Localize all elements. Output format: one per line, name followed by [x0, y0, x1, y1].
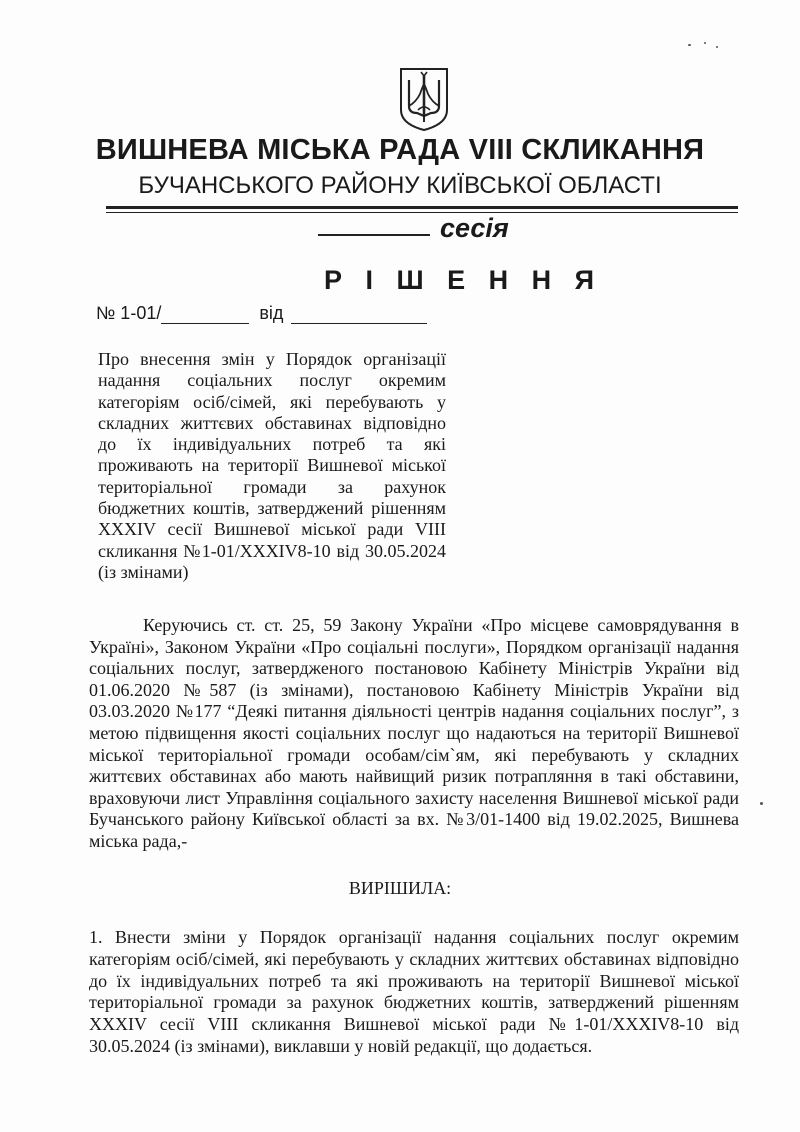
council-subtitle: БУЧАНСЬКОГО РАЙОНУ КИЇВСЬКОЇ ОБЛАСТІ [138, 172, 662, 199]
decision-title: Р І Ш Е Н Н Я [324, 265, 603, 295]
scan-speck [704, 42, 706, 44]
session-number-blank [318, 234, 430, 236]
scan-speck [760, 802, 763, 805]
header-divider-thick [106, 206, 738, 209]
resolved-heading: ВИРІШИЛА: [348, 878, 452, 898]
decision-number-blank [161, 305, 249, 324]
council-title: ВИШНЕВА МІСЬКА РАДА VIII СКЛИКАННЯ [95, 134, 705, 166]
decision-date-label: від [259, 303, 284, 323]
scan-speck [716, 46, 718, 48]
decision-date-blank [291, 305, 427, 324]
header-divider-thin [106, 212, 738, 213]
decision-number-prefix: № 1-01/ [96, 303, 162, 323]
resolution-item [89, 927, 739, 1058]
resolution-item-number: 1. [89, 927, 103, 947]
decision-subject: Про внесення змін у Порядок організації надання соціальних послуг окремим категоріям осіб/сімей, які перебувають у складних життєвих обставинах відповідно до їх індивідуальних потреб та які проживають на території Вишневої міської територіальної громади за рахунок бюджетних коштів, затверджений рішенням XXXIV сесії Вишневої міської ради VIII скликання №1-01/XXXIV8-10 від 30.05.2024 (із змінами) [98, 349, 446, 582]
resolution-item-text: Внести зміни у Порядок організації надання соціальних послуг окремим категоріям осіб/сімей, які перебувають у складних життєвих обставинах відповідно до їх індивідуальних потреб та які проживають на території Вишневої міської територіальної громади за рахунок бюджетних коштів, затверджений рішенням XXXIV сесії VIII скликання Вишневої міської ради №1-01/XXXIV8-10 від 30.05.2024 (із змінами), виклавши у новій редакції, що додається. [89, 927, 739, 1056]
decision-number-row [96, 303, 427, 324]
scan-speck [688, 44, 691, 46]
preamble-paragraph: Керуючись ст. ст. 25, 59 Закону України «Про місцеве самоврядування в Україні», Законом України «Про соціальні послуги», Порядком організації надання соціальних послуг, затвердженого постановою Кабінету Міністрів України від 01.06.2020 №587 (із змінами), постановою Кабінету Міністрів України від 03.03.2020 №177 “Деякі питання діяльності центрів надання соціальних послуг”, з метою підвищення якості соціальних послуг що надаються на території Вишневої міської територіальної громади особам/сім`ям, які перебувають у складних життєвих обставинах або мають найвищий ризик потрапляння в такі обставини, враховуючи лист Управління соціального захисту населення Вишневої міської ради Бучанського району Київської області за вх. №3/01-1400 від 19.02.2025, Вишнева міська рада,- [89, 615, 739, 851]
trident-coat-of-arms-icon [398, 66, 450, 132]
session-label: сесія [440, 213, 509, 243]
